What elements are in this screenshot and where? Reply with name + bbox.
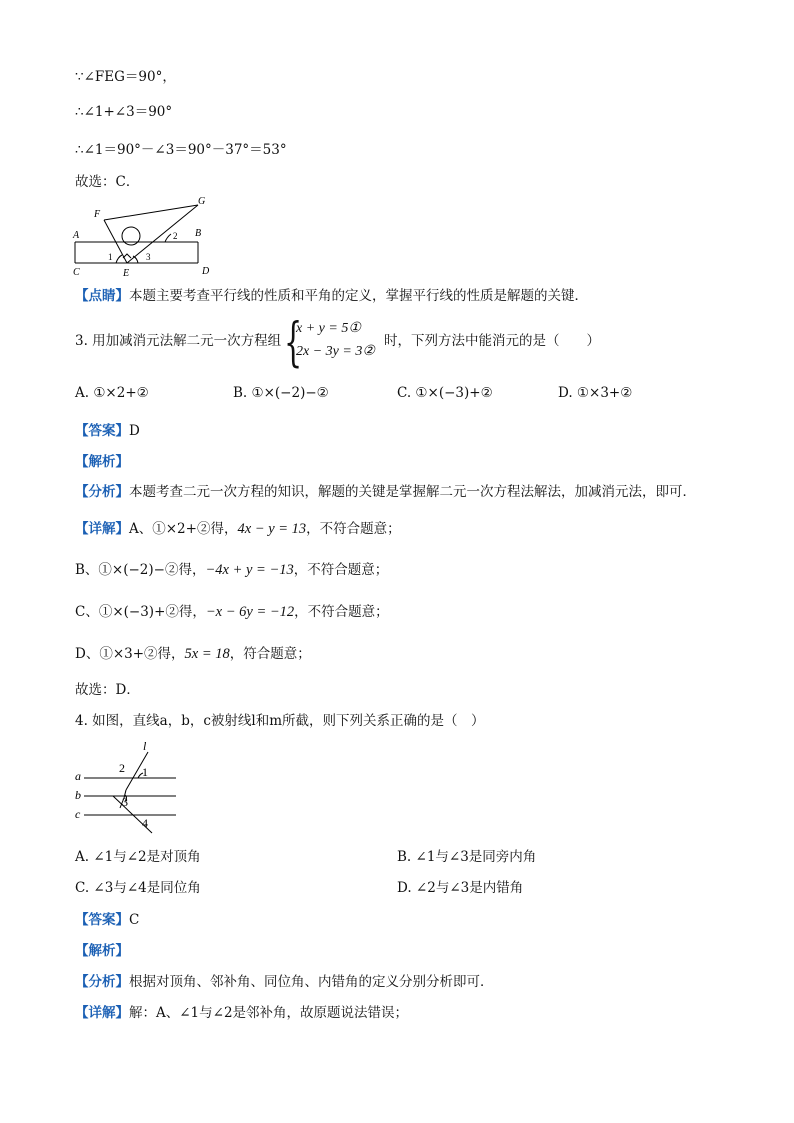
q3-fenxi-line bbox=[75, 483, 696, 501]
comment-tag: 【点睛】 bbox=[75, 288, 129, 304]
comment-line bbox=[75, 287, 588, 305]
q3-fenxi: 本题考查二元一次方程的知识，解题的关键是掌握解二元一次方程法解法，加减消元法，即可． bbox=[129, 484, 696, 500]
q3-option-c: C. ①×(−3)+② bbox=[397, 385, 493, 401]
q3-eq1: x + y = 5① bbox=[296, 321, 361, 336]
q3-analysis-tag: 【解析】 bbox=[75, 454, 129, 470]
q3-detail-a bbox=[75, 520, 401, 538]
q4-analysis-tag: 【解析】 bbox=[75, 943, 129, 959]
label-A: A bbox=[73, 230, 80, 241]
q3-detail-c-pre: C、①×(−3)+②得， bbox=[75, 604, 206, 620]
q3-detail-a-post: ，不符合题意； bbox=[306, 521, 401, 537]
q3-detail-a-pre: A、①×2+②得， bbox=[129, 521, 238, 537]
q4-fenxi-tag: 【分析】 bbox=[75, 974, 129, 990]
label-E: E bbox=[123, 268, 130, 279]
label-angle-4: 4 bbox=[142, 816, 148, 830]
label-F: F bbox=[94, 209, 101, 220]
q3-answer: D bbox=[129, 423, 140, 439]
label-l: l bbox=[143, 739, 147, 753]
q4-option-c: C. ∠3与∠4是同位角 bbox=[75, 880, 201, 896]
q3-detail-d-eq: 5x = 18 bbox=[184, 646, 230, 662]
q3-answer-tag: 【答案】 bbox=[75, 423, 129, 439]
label-angle-1: 1 bbox=[142, 765, 148, 779]
label-angle-1: 1 bbox=[108, 252, 113, 262]
label-D: D bbox=[202, 266, 210, 277]
q4-detail-tag: 【详解】 bbox=[75, 1005, 129, 1021]
q4-answer-line bbox=[75, 911, 139, 929]
label-c: c bbox=[75, 807, 81, 821]
q3-fenxi-tag: 【分析】 bbox=[75, 484, 129, 500]
figure-three-lines-transversal bbox=[70, 738, 190, 838]
proof-line-3: ∴∠1＝90°－∠3＝90°－37°＝53° bbox=[75, 142, 287, 158]
q3-choose: 故选：D． bbox=[75, 682, 140, 698]
q3-eq2: 2x − 3y = 3② bbox=[296, 344, 375, 359]
proof-line-1: ∵∠FEG＝90°， bbox=[75, 69, 176, 85]
q4-answer-tag: 【答案】 bbox=[75, 912, 129, 928]
q4-fenxi-line bbox=[75, 973, 494, 991]
q3-detail-d-pre: D、①×3+②得， bbox=[75, 646, 185, 662]
q4-fenxi: 根据对顶角、邻补角、同位角、内错角的定义分别分析即可． bbox=[129, 974, 494, 990]
label-angle-3: 3 bbox=[146, 252, 151, 262]
q3-option-a: A. ①×2+② bbox=[75, 385, 149, 401]
comment-text: 本题主要考查平行线的性质和平角的定义，掌握平行线的性质是解题的关键． bbox=[129, 288, 588, 304]
q3-stem-after: 时，下列方法中能消元的是（ ） bbox=[384, 333, 600, 349]
figure-parallel-lines-triangle bbox=[70, 192, 220, 280]
q3-detail-c-eq: −x − 6y = −12 bbox=[205, 604, 295, 620]
choose-c-line: 故选：C． bbox=[75, 174, 140, 190]
q4-answer: C bbox=[129, 912, 140, 928]
system-brace: { bbox=[284, 313, 303, 373]
q3-detail-d-post: ，符合题意； bbox=[229, 646, 311, 662]
q3-detail-tag: 【详解】 bbox=[75, 521, 129, 537]
proof-line-2: ∴∠1+∠3＝90° bbox=[75, 104, 173, 120]
q4-detail: 解：A、∠1与∠2是邻补角，故原题说法错误； bbox=[129, 1005, 409, 1021]
q3-detail-b-pre: B、①×(−2)−②得， bbox=[75, 562, 206, 578]
q3-detail-a-eq: 4x − y = 13 bbox=[237, 521, 307, 537]
q3-detail-c bbox=[75, 603, 389, 621]
q3-detail-d bbox=[75, 645, 311, 663]
q3-answer-line bbox=[75, 422, 140, 440]
label-B: B bbox=[195, 228, 202, 239]
q3-option-b: B. ①×(−2)−② bbox=[233, 385, 329, 401]
q3-detail-b-eq: −4x + y = −13 bbox=[205, 562, 294, 578]
q4-option-d: D. ∠2与∠3是内错角 bbox=[397, 880, 524, 896]
q3-detail-b-post: ，不符合题意； bbox=[293, 562, 389, 578]
q4-option-b: B. ∠1与∠3是同旁内角 bbox=[397, 849, 537, 865]
q3-option-d: D. ①×3+② bbox=[558, 385, 633, 401]
label-b: b bbox=[75, 788, 81, 802]
q4-option-a: A. ∠1与∠2是对顶角 bbox=[75, 849, 201, 865]
q4-detail-line bbox=[75, 1004, 408, 1022]
label-angle-2: 2 bbox=[119, 761, 125, 775]
q3-detail-b bbox=[75, 561, 388, 579]
label-a: a bbox=[75, 769, 81, 783]
label-angle-2: 2 bbox=[173, 231, 178, 241]
label-C: C bbox=[73, 267, 80, 278]
q3-detail-c-post: ，不符合题意； bbox=[294, 604, 389, 620]
label-G: G bbox=[198, 196, 206, 207]
label-angle-3: 3 bbox=[122, 795, 128, 809]
q3-stem-before: 3. 用加减消元法解二元一次方程组 bbox=[75, 333, 282, 349]
q4-stem: 4. 如图，直线a，b，c被射线l和m所截，则下列关系正确的是（ ） bbox=[75, 713, 485, 729]
